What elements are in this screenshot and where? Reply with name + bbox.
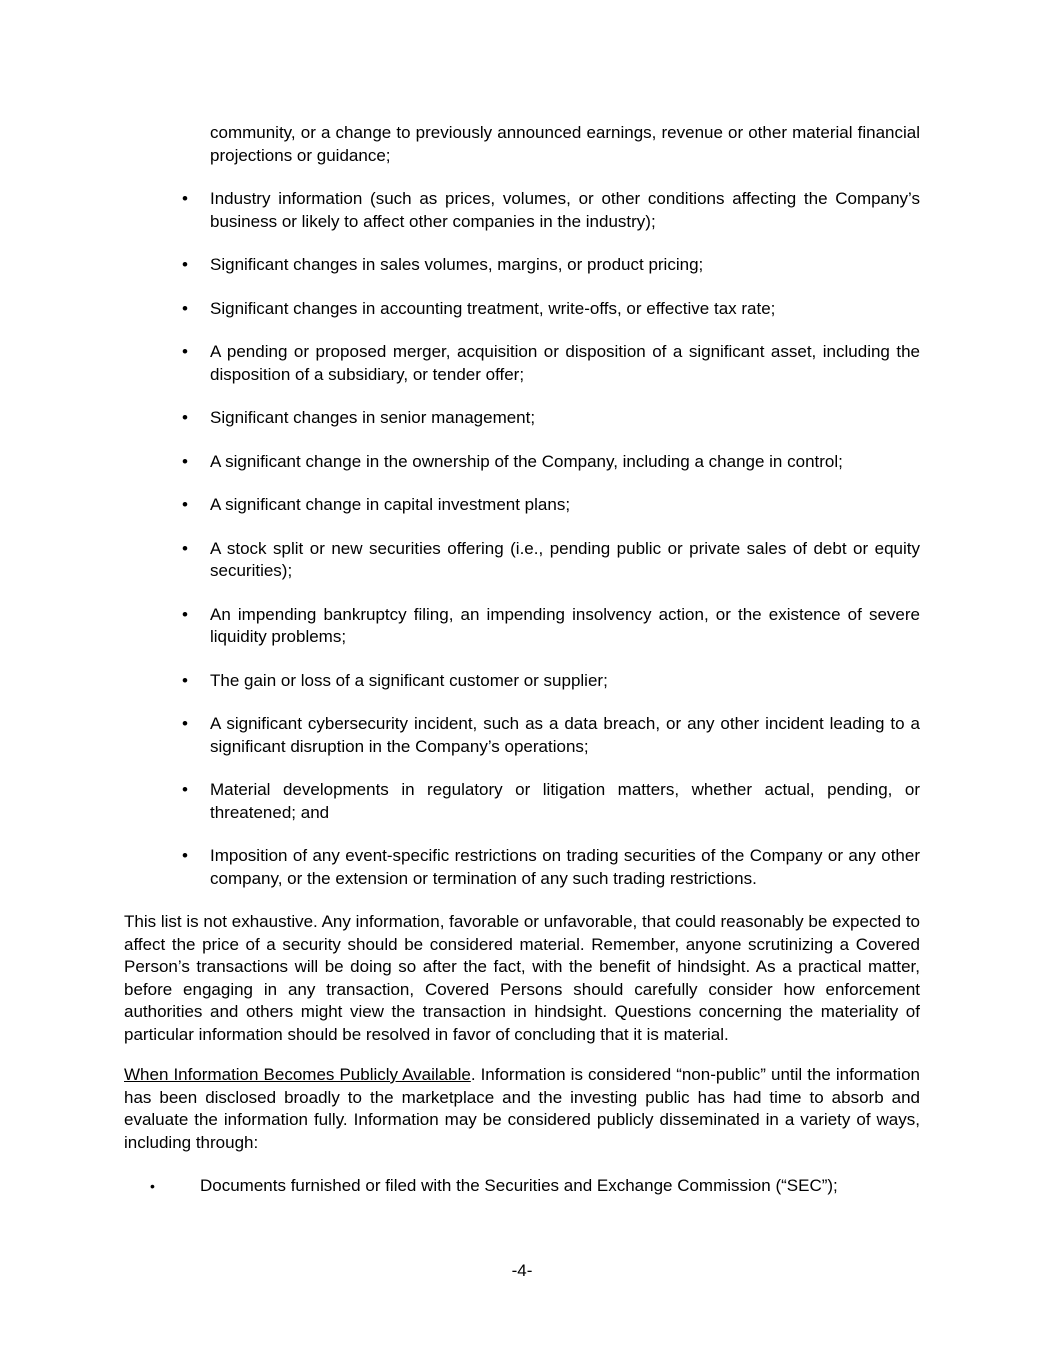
bullet-text: The gain or loss of a significant customer or supplier; [210, 670, 608, 690]
bullet-text: A significant cybersecurity incident, such as a data breach, or any other incident leading to a significant disruption in the Company’s operations; [210, 714, 920, 756]
list-item [124, 538, 920, 583]
list-item [124, 407, 920, 430]
bullet-icon: • [182, 604, 188, 624]
paragraph-public-availability [124, 1064, 920, 1154]
bullet-icon: • [182, 189, 188, 208]
list-item [124, 713, 920, 758]
bullet-icon: • [182, 780, 188, 799]
bullet-icon: • [182, 255, 188, 274]
list-item [124, 779, 920, 824]
continuation-paragraph: community, or a change to previously announced earnings, revenue or other material financial projections or guidance; [210, 123, 920, 165]
materiality-examples-list [124, 188, 920, 890]
list-item [124, 298, 920, 321]
bullet-text: A stock split or new securities offering (i.e., pending public or private sales of debt or equity securities); [210, 538, 920, 580]
bullet-icon: • [182, 408, 188, 427]
list-item [124, 845, 920, 890]
bullet-icon: • [182, 670, 188, 690]
list-item [124, 451, 920, 474]
bullet-text: Significant changes in sales volumes, margins, or product pricing; [210, 255, 704, 274]
sub-list-item [124, 1175, 920, 1198]
bullet-text: Industry information (such as prices, volumes, or other conditions affecting the Company’s business or likely to affect other companies in the industry); [210, 189, 920, 231]
list-item [124, 188, 920, 233]
bullet-icon: • [182, 846, 188, 865]
bullet-icon: • [182, 342, 188, 361]
list-item [124, 670, 920, 693]
bullet-icon: • [182, 714, 188, 733]
underlined-lead: When Information Becomes Publicly Available [124, 1065, 471, 1084]
bullet-text: An impending bankruptcy filing, an impending insolvency action, or the existence of severe liquidity problems; [210, 604, 920, 646]
bullet-icon: • [182, 451, 188, 471]
bullet-text: Significant changes in senior management; [210, 408, 536, 427]
bullet-text: Material developments in regulatory or litigation matters, whether actual, pending, or threatened; and [210, 780, 920, 822]
bullet-icon: • [182, 538, 188, 558]
bullet-icon: • [182, 495, 188, 514]
paragraph-not-exhaustive: This list is not exhaustive. Any information, favorable or unfavorable, that could reasonably be expected to affect the price of a security should be considered material. Remember, anyone scrutinizing a Covered Person’s transactions will be doing so after the fact, with the benefit of hindsight. As a practical matter, before engaging in any transaction, Covered Persons should carefully consider how enforcement authorities and others might view the transaction in hindsight. Questions concerning the materiality of particular information should be resolved in favor of concluding that it is material. [124, 912, 920, 1044]
bullet-text: A pending or proposed merger, acquisition or disposition of a significant asset, including the disposition of a subsidiary, or tender offer; [210, 342, 920, 384]
list-item [124, 494, 920, 517]
bullet-text: A significant change in capital investment plans; [210, 495, 571, 514]
page-number: -4- [511, 1260, 533, 1280]
list-item [124, 341, 920, 386]
bullet-text: A significant change in the ownership of the Company, including a change in control; [210, 451, 843, 471]
sub-bullet-text: Documents furnished or filed with the Securities and Exchange Commission (“SEC”); [200, 1176, 838, 1195]
bullet-text: Imposition of any event-specific restrictions on trading securities of the Company or any other company, or the extension or termination of any such trading restrictions. [210, 846, 920, 888]
paragraph-public-availability-rest: . Information is considered “non-public” until the information has been disclosed broadly to the marketplace and the investing public has had time to absorb and evaluate the information fully. Information may be considered publicly disseminated in a variety of ways, including through: [124, 1065, 920, 1152]
list-item [124, 604, 920, 649]
bullet-icon: • [182, 298, 188, 318]
list-item [124, 254, 920, 277]
bullet-icon: • [150, 1178, 155, 1194]
bullet-text: Significant changes in accounting treatment, write-offs, or effective tax rate; [210, 298, 776, 318]
